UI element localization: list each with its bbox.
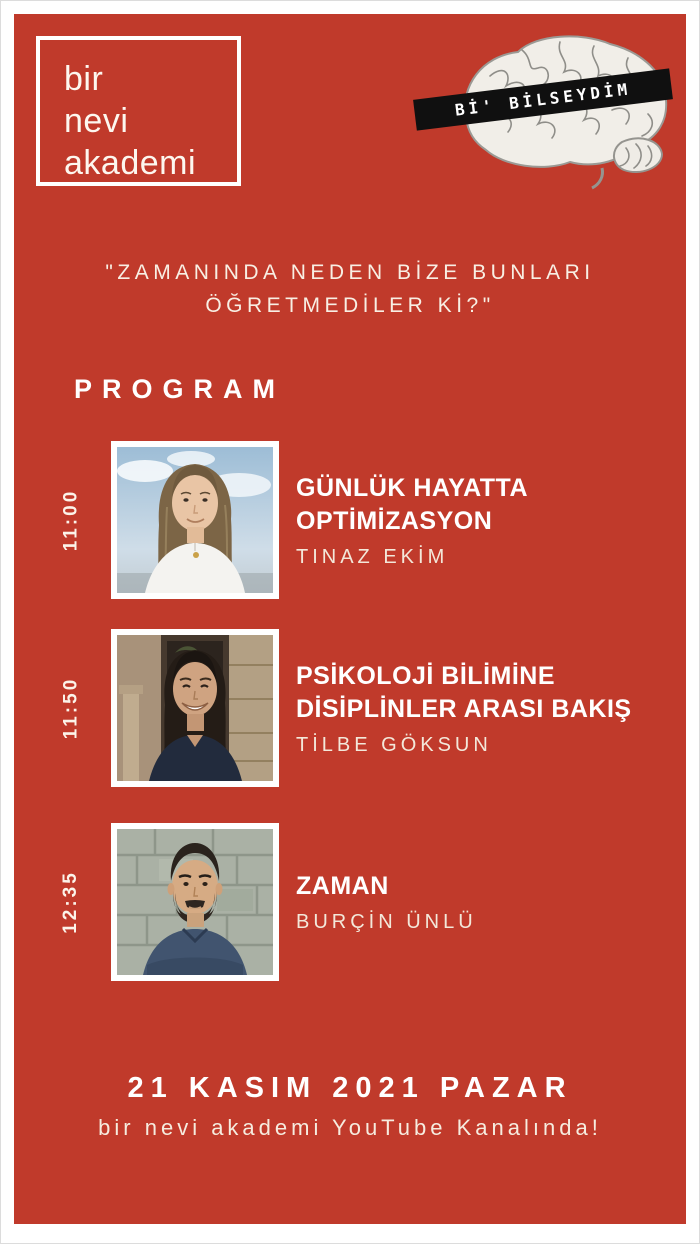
session-2-time: 11:50 [60,676,82,740]
session-3-time: 12:35 [60,870,82,934]
bir-nevi-akademi-logo [36,36,241,186]
session-1-text [296,441,668,599]
session-2-speaker-photo [111,629,279,787]
session-3-text [296,823,668,981]
quote-line-2: ÖĞRETMEDİLER Kİ?" [205,294,495,317]
session-3-title-line-1: ZAMAN [296,872,389,900]
session-1-title-line-2: OPTİMİZASYON [296,506,493,535]
quote [14,256,686,322]
session-1-speaker-photo [111,441,279,599]
session-1-title-line-1: GÜNLÜK HAYATTA [296,473,529,502]
logo-line-1: bir [64,60,104,98]
session-1-time: 11:00 [60,488,82,552]
session-2-text [296,629,668,787]
footer [14,1072,686,1141]
event-channel: bir nevi akademi YouTube Kanalında! [98,1115,602,1140]
badge-label: Bİ' BİLSEYDİM [453,79,633,120]
quote-line-1: "ZAMANINDA NEDEN BİZE BUNLARI [105,261,595,284]
logo-line-2: nevi [64,102,129,140]
logo-line-3: akademi [64,144,197,182]
session-3-speaker-name: BURÇİN ÜNLÜ [296,911,477,933]
session-row-2 [14,629,686,787]
poster-canvas [14,14,686,1224]
program-heading: PROGRAM [74,374,285,404]
session-2-title-line-1: PSİKOLOJİ BİLİMİNE [296,661,556,690]
session-row-1 [14,441,686,599]
event-date: 21 KASIM 2021 PAZAR [127,1072,573,1104]
session-2-title-line-2: DİSİPLİNLER ARASI BAKIŞ [296,694,632,723]
session-1-speaker-name: TINAZ EKİM [296,545,449,568]
session-2-speaker-name: TİLBE GÖKSUN [296,733,492,756]
session-3-speaker-photo [111,823,279,981]
session-row-3 [14,823,686,981]
